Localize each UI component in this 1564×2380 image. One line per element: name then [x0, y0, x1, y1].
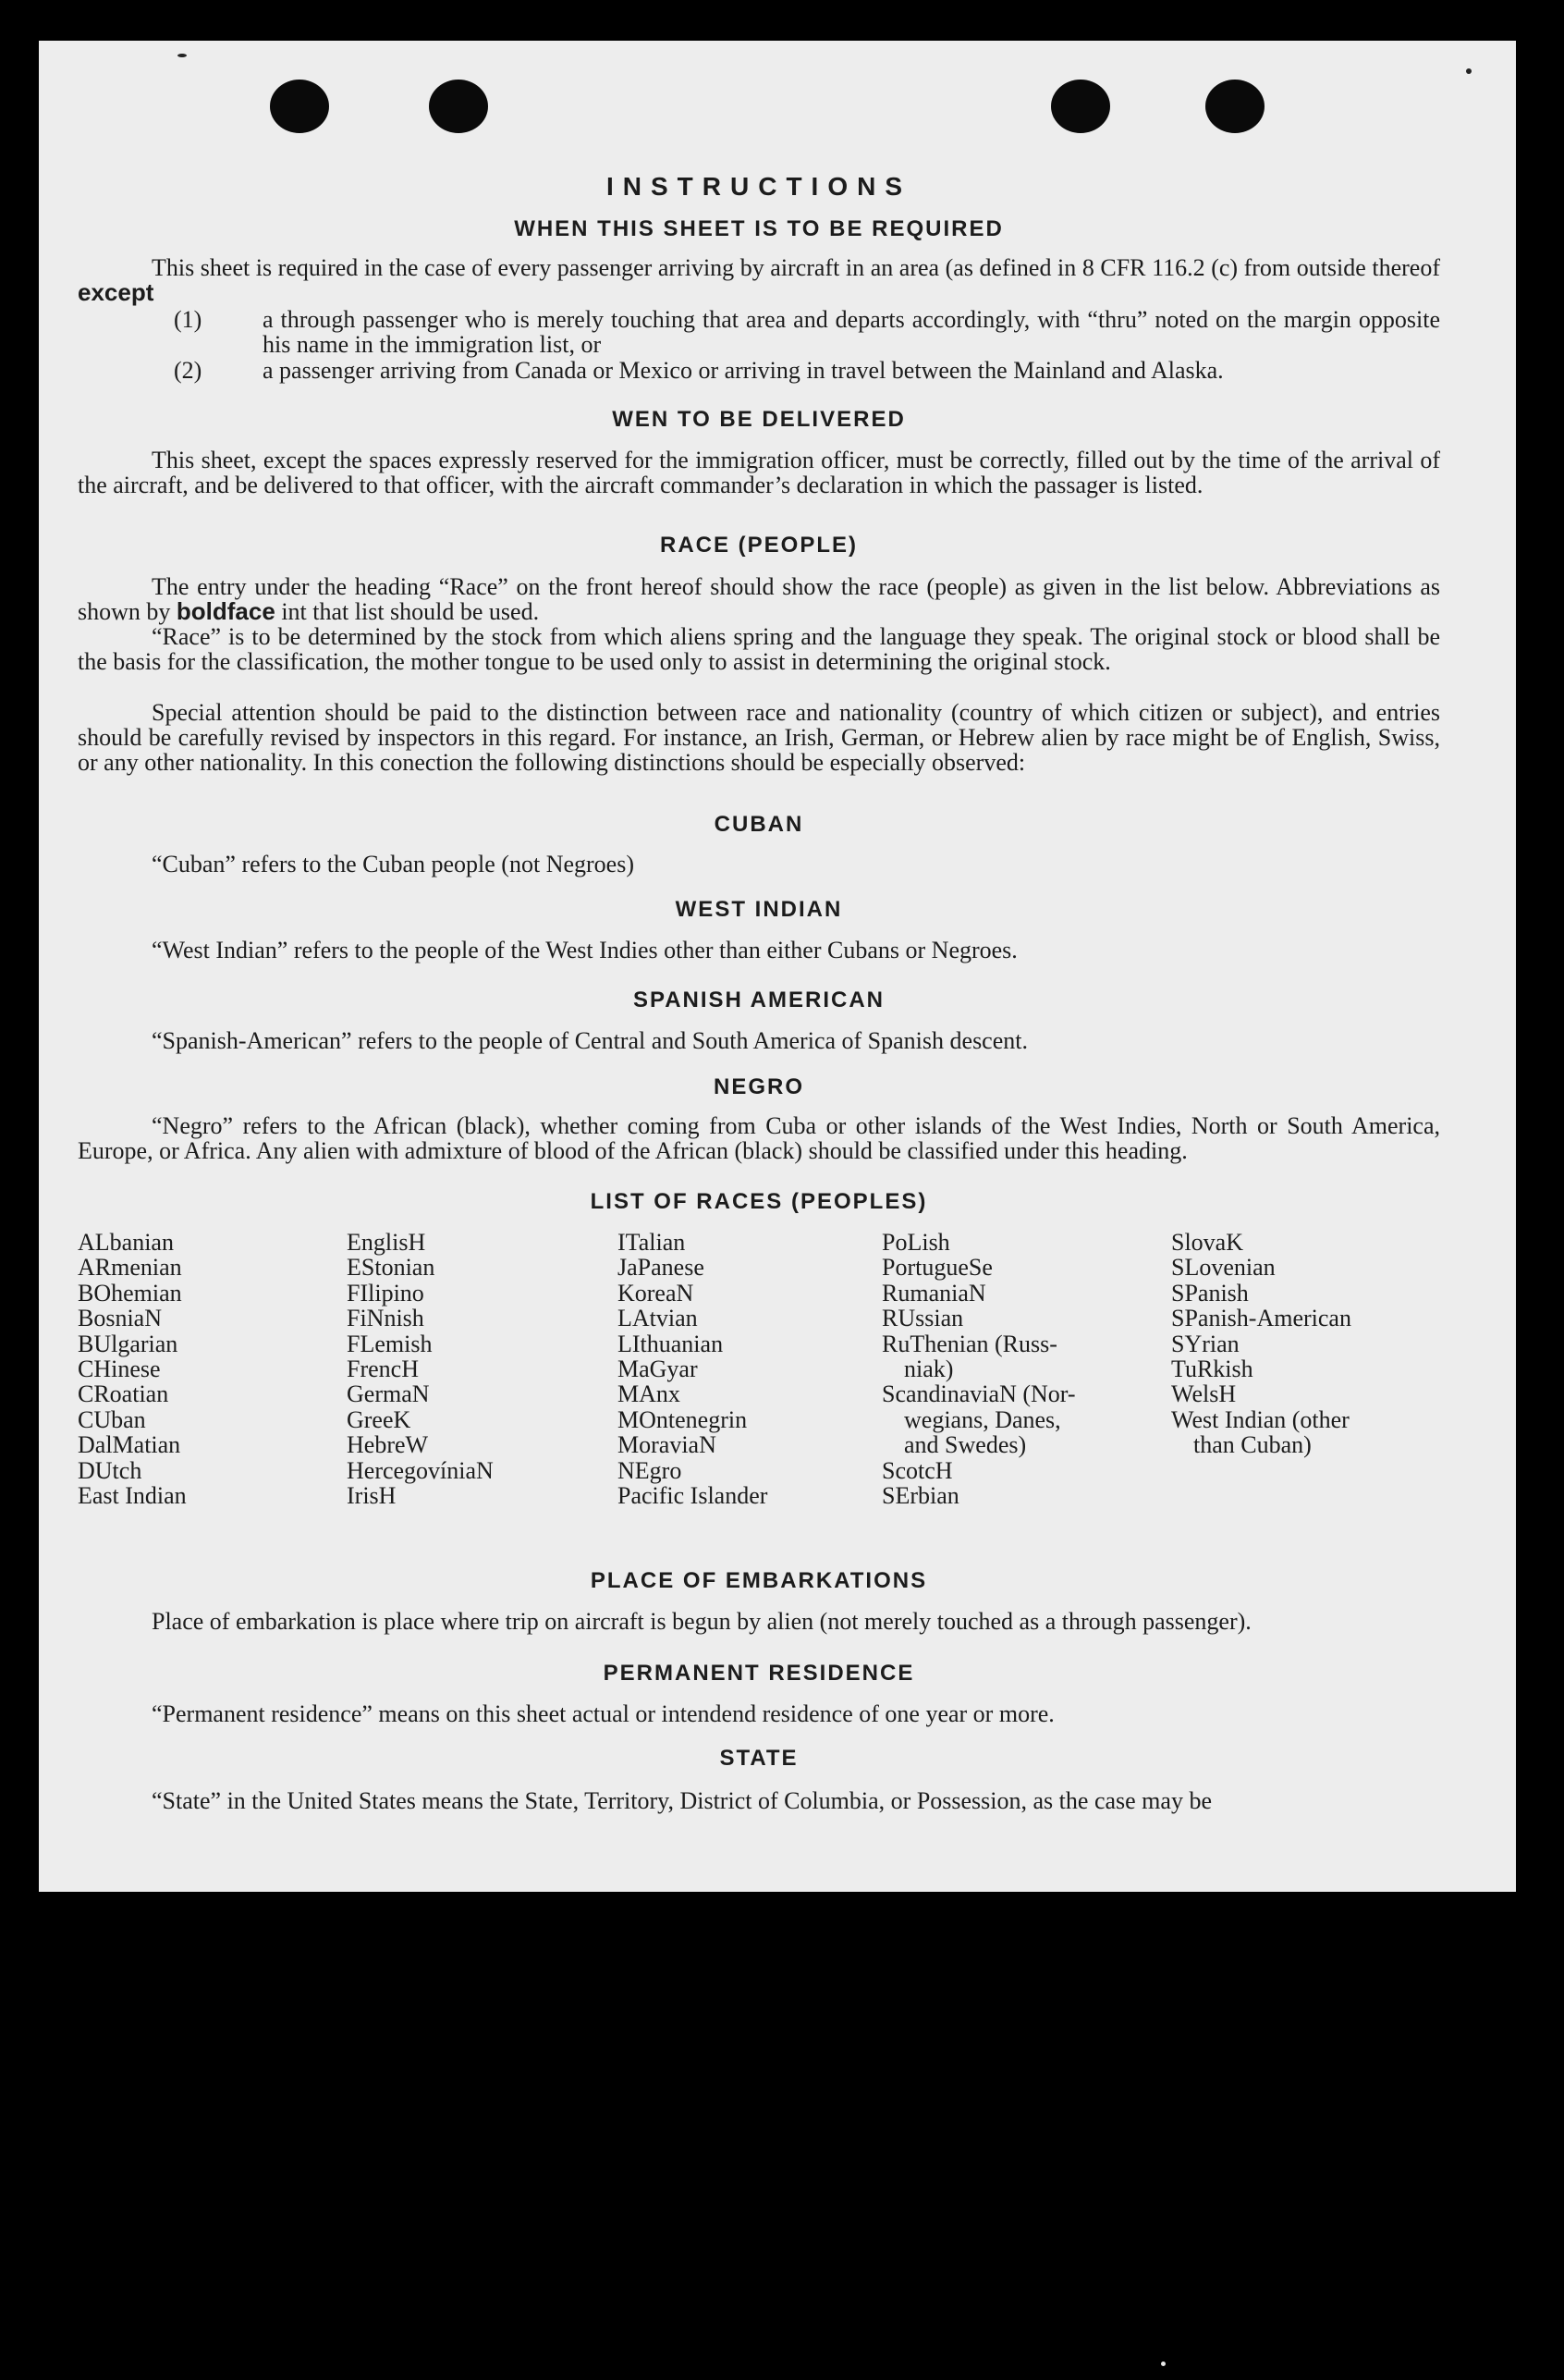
race-item: ARmenian [78, 1254, 182, 1282]
west-indian-text: “West Indian” refers to the people of the West Indies other than either Cubans or Negroes. [152, 937, 1018, 963]
state-text: “State” in the United States means the State, Territory, District of Columbia, or Possession, as the case may be [152, 1787, 1212, 1814]
race-item: CUban [78, 1405, 146, 1433]
race-item: RUssian [882, 1305, 964, 1332]
section-title-embarkation: PLACE OF EMBARKATIONS [590, 1568, 928, 1593]
punch-hole [270, 80, 329, 133]
race-item: CRoatian [78, 1380, 169, 1408]
race-item: GreeK [347, 1405, 411, 1433]
punch-hole [1051, 80, 1110, 133]
race-item: FIlipino [347, 1279, 424, 1307]
race-paragraph-3: Special attention should be paid to the distinction between race and nationality (country of which citizen or subject), and entries should be carefully revised by inspectors in this regard. For instance, an Irish, German, or Hebrew alien by race might be of English, Swiss, or any other nationality. In this conection the following distinctions should be especially observed: [78, 699, 1440, 776]
race-item: SErbian [882, 1482, 959, 1510]
race-item: CHinese [78, 1356, 161, 1383]
race-item: DUtch [78, 1456, 142, 1484]
race-item: and Swedes) [904, 1431, 1027, 1459]
race-item: EnglisH [347, 1229, 426, 1256]
race-item: BUlgarian [78, 1330, 178, 1357]
race-item: West Indian (other [1171, 1405, 1350, 1433]
race-item: SLovenian [1171, 1254, 1276, 1282]
race-item: BosniaN [78, 1305, 162, 1332]
race-item: Pacific Islander [617, 1482, 768, 1510]
race-item: RuThenian (Russ- [882, 1330, 1057, 1357]
races-column [78, 1230, 187, 1508]
race-item: MAnx [617, 1380, 680, 1408]
section-title-negro: NEGRO [713, 1074, 804, 1099]
document-page: INSTRUCTIONS WHEN THIS SHEET IS TO BE REQUIRED This sheet is required in the case of every passenger arriving by aircraft in an area (as defined in 8 CFR 116.2 (c) from outside thereof except (1) a through passenger who is merely touching that area and departs accordingly, with “thru” noted on the margin opposite his name in the immigration list, or (2) a passenger arriving from Canada or Mexico or arriving in travel between the Mainland and Alaska. WEN TO BE DELIVERED This sheet, except the spaces expressly reserved for the immigration officer, must be correctly, filled out by the time of the arrival of the aircraft, and be delivered to that officer, with the aircraft commander’s declaration in which the passager is listed. RACE (PEOPLE) The entry under the heading “Race” on the front hereof should show the race (people) as given in the list below. Abbreviations as shown by boldface int that list should be used. “Race” is to be determined by the stock from which aliens spring and the language they speak. The original stock or blood shall be the basis for the classification, the mother tongue to be used only to assist in determining the original stock. Special attention should be paid to the distinction between race and nationality (country of which citizen or subject), and entries should be carefully revised by inspectors in this regard. For instance, an Irish, German, or Hebrew alien by race might be of English, Swiss, or any other nationality. In this conection the following distinctions should be especially observed: CUBAN “Cuban” refers to the Cuban people (not Negroes) WEST INDIAN “West Indian” refers to the people of the West Indies other than either Cubans or Negroes. SPANISH AMERICAN “Spanish-American” refers to the people of Central and South America of Spanish descent. NEGRO “Negro” refers to the African (black), whether coming from Cuba or other islands of the West Indies, North or South America, Europe, or Africa. Any alien with admixture of blood of the African (black) should be classified under this heading. LIST OF RACES (PEOPLES) ALbanian ARmenian BOhemian BosniaN BUlgarian CHinese CRoatian CUban DalMatian DUtch East Indian EnglisH EStonian FIlipino FiNnish FLemish FrencH GermaN GreeK HebreW HercegovíniaN IrisH ITalian JaPanese KoreaN LAtvian LIthuanian MaGyar MAnx MOntenegrin MoraviaN NEgro Pacific Islander PoLish PortugueSe RumaniaN RUssian RuThenian (Russ- niak) ScandinaviaN (Nor- wegians, Danes, and Swedes) ScotcH SErbian SlovaK SLovenian SPanish SPanish-American SYrian TuRkish WelsH West Indian (other than Cuban) PLACE OF EMBARKATIONS Place of embarkation is place where trip on aircraft is begun by alien (not merely touched as a through passenger). PERMANENT RESIDENCE “Permanent residence” means on this sheet actual or intendend residence of one year or more. STATE “State” in the United States means the State, Territory, District of Columbia, or Possession, as the case may be [39, 41, 1516, 1892]
section-title-when-delivered: WEN TO BE DELIVERED [612, 407, 906, 432]
speck [177, 54, 187, 57]
race-item: East Indian [78, 1482, 187, 1510]
race-item: ALbanian [78, 1229, 174, 1256]
race-item: niak) [904, 1356, 954, 1383]
race-item: PortugueSe [882, 1254, 993, 1282]
race-item: WelsH [1171, 1380, 1237, 1408]
section-title-west-indian: WEST INDIAN [675, 897, 843, 922]
punch-hole [429, 80, 488, 133]
race-item: RumaniaN [882, 1279, 986, 1307]
race-item: MOntenegrin [617, 1405, 748, 1433]
race-item: LIthuanian [617, 1330, 724, 1357]
race-item: DalMatian [78, 1431, 181, 1459]
permanent-residence-text: “Permanent residence” means on this sheet actual or intendend residence of one year or more. [152, 1700, 1055, 1727]
race-item: than Cuban) [1193, 1431, 1312, 1459]
when-required-intro: This sheet is required in the case of every passenger arriving by aircraft in an area (as defined in 8 CFR 116.2 (c) from outside thereof except [78, 254, 1440, 306]
section-title-permanent-residence: PERMANENT RESIDENCE [603, 1661, 915, 1686]
negro-text: “Negro” refers to the African (black), whether coming from Cuba or other islands of the West Indies, North or South America, Europe, or Africa. Any alien with admixture of blood of the African (black) should be classified under this heading. [78, 1112, 1440, 1164]
race-item: ScandinaviaN (Nor- [882, 1380, 1076, 1408]
race-item: ITalian [617, 1229, 686, 1256]
cuban-text: “Cuban” refers to the Cuban people (not Negroes) [152, 851, 634, 877]
race-item: MaGyar [617, 1356, 698, 1383]
race-item: ScotcH [882, 1456, 953, 1484]
punch-hole [1205, 80, 1265, 133]
embarkation-text: Place of embarkation is place where trip on aircraft is begun by alien (not merely touched as a through passenger). [152, 1608, 1252, 1635]
speck [1466, 68, 1472, 74]
race-item: SPanish-American [1171, 1305, 1351, 1332]
spanish-american-text: “Spanish-American” refers to the people of Central and South America of Spanish descent. [152, 1027, 1028, 1054]
race-item: BOhemian [78, 1279, 182, 1307]
when-delivered-text: This sheet, except the spaces expressly reserved for the immigration officer, must be correctly, filled out by the time of the arrival of the aircraft, and be delivered to that officer, with the aircraft commander’s declaration in which the passager is listed. [78, 447, 1440, 498]
race-item: MoraviaN [617, 1431, 716, 1459]
race-item: EStonian [347, 1254, 435, 1282]
section-title-list-of-races: LIST OF RACES (PEOPLES) [590, 1189, 928, 1214]
race-paragraph-1: The entry under the heading “Race” on the front hereof should show the race (people) as given in the list below. Abbreviations as shown by boldface int that list should be used. [78, 573, 1440, 625]
race-item: FrencH [347, 1356, 419, 1383]
race-paragraph-2: “Race” is to be determined by the stock from which aliens spring and the language they speak. The original stock or blood shall be the basis for the classification, the mother tongue to be used only to assist in determining the original stock. [78, 623, 1440, 675]
race-item: HebreW [347, 1431, 429, 1459]
race-item: GermaN [347, 1380, 430, 1408]
section-title-spanish-american: SPANISH AMERICAN [632, 988, 885, 1012]
race-item: SYrian [1171, 1330, 1240, 1357]
race-item: NEgro [617, 1456, 682, 1484]
race-item: FLemish [347, 1330, 433, 1357]
race-item: HercegovíniaN [347, 1456, 494, 1484]
race-item: SlovaK [1171, 1229, 1243, 1256]
section-title-state: STATE [719, 1746, 799, 1771]
races-column [617, 1230, 767, 1508]
races-column [1171, 1230, 1351, 1458]
section-title-cuban: CUBAN [714, 812, 804, 837]
race-item: LAtvian [617, 1305, 698, 1332]
page-title: INSTRUCTIONS [606, 172, 911, 201]
race-item: KoreaN [617, 1279, 694, 1307]
race-item: PoLish [882, 1229, 950, 1256]
races-column [347, 1230, 494, 1508]
race-item: JaPanese [617, 1254, 704, 1282]
races-column [882, 1230, 1076, 1508]
section-title-when-required: WHEN THIS SHEET IS TO BE REQUIRED [514, 216, 1004, 241]
race-item: IrisH [347, 1482, 397, 1510]
section-title-race: RACE (PEOPLE) [659, 533, 858, 558]
speck [1161, 2362, 1166, 2366]
race-item: TuRkish [1171, 1356, 1253, 1383]
race-item: wegians, Danes, [904, 1405, 1061, 1433]
race-item: SPanish [1171, 1279, 1249, 1307]
race-item: FiNnish [347, 1305, 424, 1332]
